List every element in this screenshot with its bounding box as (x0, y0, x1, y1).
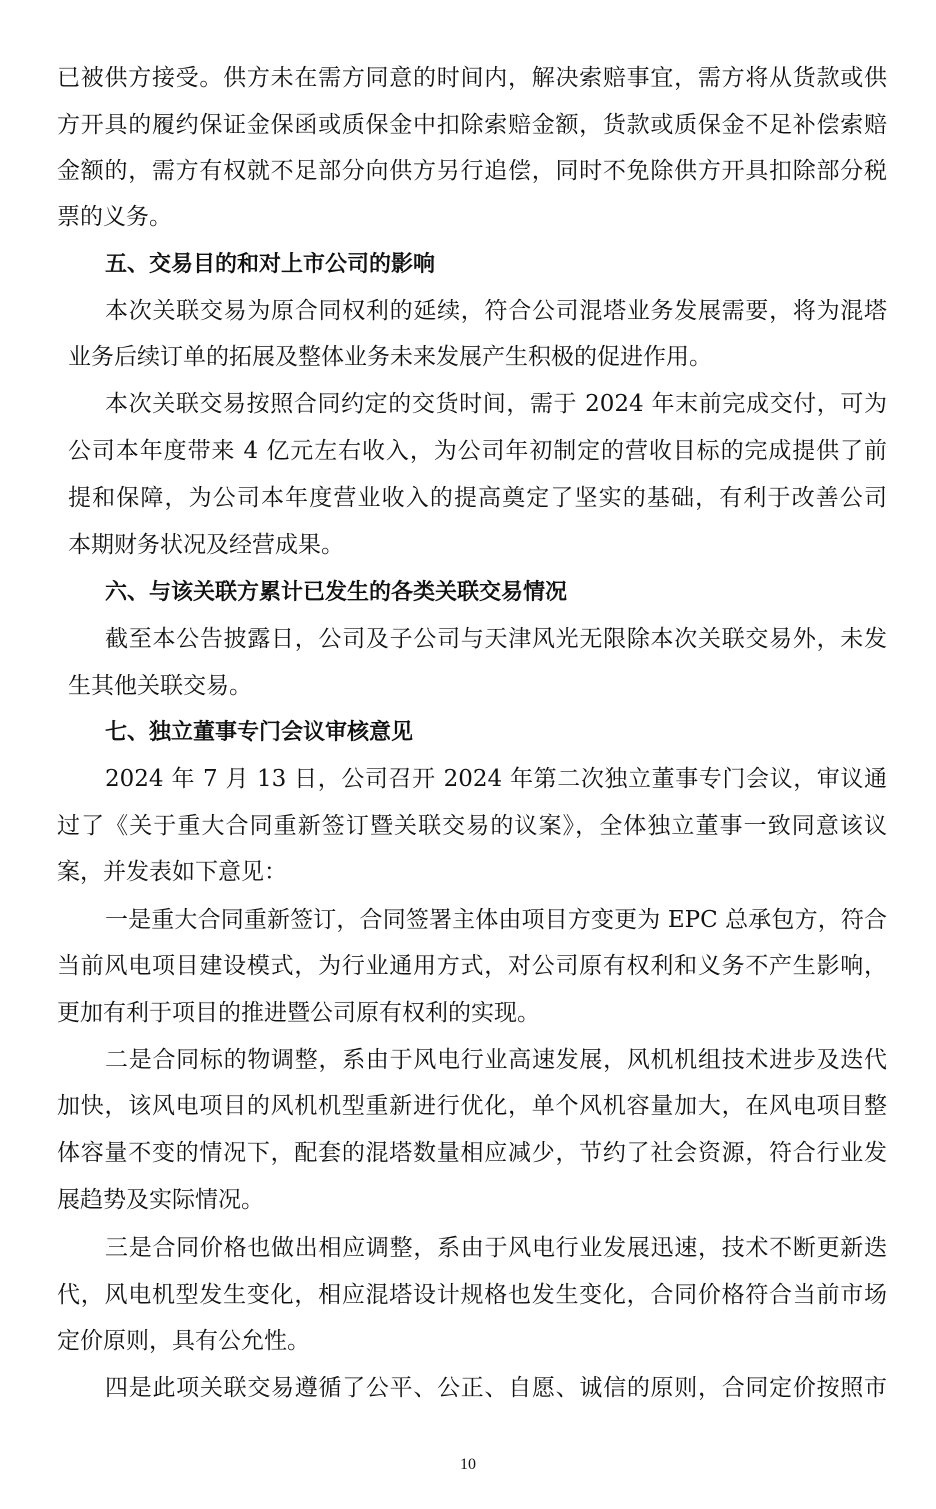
text-line: 三是合同价格也做出相应调整，系由于风电行业发展迅速，技术不断更新迭 (105, 1235, 887, 1261)
text-line: 一是重大合同重新签订，合同签署主体由项目方变更为 EPC 总承包方，符合 (105, 907, 887, 933)
text-line: 本期财务状况及经营成果。 (68, 532, 344, 558)
text-line: 代，风电机型发生变化，相应混塔设计规格也发生变化，合同价格符合当前市场 (57, 1282, 887, 1308)
text-line: 加快，该风电项目的风机机型重新进行优化，单个风机容量加大，在风电项目整 (57, 1093, 887, 1119)
text-line: 更加有利于项目的推进暨公司原有权利的实现。 (57, 1000, 540, 1026)
text-line: 业务后续订单的拓展及整体业务未来发展产生积极的促进作用。 (68, 344, 712, 370)
text-line: 2024 年 7 月 13 日，公司召开 2024 年第二次独立董事专门会议，审议通 (105, 766, 887, 792)
text-line: 金额的，需方有权就不足部分向供方另行追偿，同时不免除供方开具扣除部分税 (57, 158, 887, 184)
text-line: 提和保障，为公司本年度营业收入的提高奠定了坚实的基础，有利于改善公司 (68, 485, 887, 511)
text-line: 过了《关于重大合同重新签订暨关联交易的议案》，全体独立董事一致同意该议 (57, 813, 887, 839)
text-line: 截至本公告披露日，公司及子公司与天津风光无限除本次关联交易外，未发 (105, 626, 887, 652)
text-line: 四是此项关联交易遵循了公平、公正、自愿、诚信的原则，合同定价按照市 (105, 1375, 887, 1401)
text-line: 二是合同标的物调整，系由于风电行业高速发展，风机机组技术进步及迭代 (105, 1047, 887, 1073)
text-line: 本次关联交易按照合同约定的交货时间，需于 2024 年末前完成交付，可为 (105, 391, 887, 417)
section-heading-5: 五、交易目的和对上市公司的影响 (105, 252, 436, 277)
text-line: 方开具的履约保证金保函或质保金中扣除索赔金额，货款或质保金不足补偿索赔 (57, 112, 887, 138)
text-line: 定价原则，具有公允性。 (57, 1328, 310, 1354)
page-number: 10 (460, 1456, 476, 1473)
text-line: 生其他关联交易。 (68, 673, 252, 699)
text-line: 体容量不变的情况下，配套的混塔数量相应减少，节约了社会资源，符合行业发 (57, 1140, 887, 1166)
text-line: 当前风电项目建设模式，为行业通用方式，对公司原有权利和义务不产生影响， (57, 953, 887, 979)
text-line: 本次关联交易为原合同权利的延续，符合公司混塔业务发展需要，将为混塔 (105, 298, 887, 324)
text-line: 票的义务。 (57, 204, 172, 230)
text-line: 案，并发表如下意见： (57, 859, 287, 885)
text-line: 已被供方接受。供方未在需方同意的时间内，解决索赔事宜，需方将从货款或供 (57, 65, 887, 91)
text-line: 展趋势及实际情况。 (57, 1187, 264, 1213)
section-heading-6: 六、与该关联方累计已发生的各类关联交易情况 (105, 580, 568, 605)
text-line: 公司本年度带来 4 亿元左右收入，为公司年初制定的营收目标的完成提供了前 (68, 438, 887, 464)
section-heading-7: 七、独立董事专门会议审核意见 (105, 720, 414, 745)
